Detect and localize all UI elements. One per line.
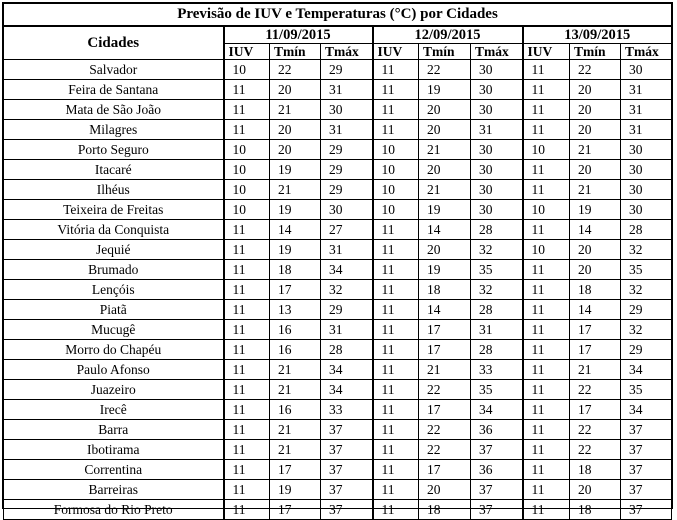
table-row (4, 160, 672, 180)
iuv-cell: 10 (523, 140, 570, 160)
tmin-cell: 17 (270, 460, 321, 480)
tmax-cell: 35 (471, 380, 523, 400)
iuv-cell: 11 (224, 340, 270, 360)
tmax-cell: 30 (471, 200, 523, 220)
subheader-tmin: Tmín (419, 44, 471, 60)
iuv-cell: 11 (523, 180, 570, 200)
iuv-cell: 11 (373, 460, 419, 480)
iuv-cell: 11 (373, 100, 419, 120)
iuv-cell: 11 (224, 320, 270, 340)
tmin-cell: 19 (270, 240, 321, 260)
tmin-cell: 18 (419, 500, 471, 520)
iuv-cell: 11 (224, 220, 270, 240)
tmax-cell: 37 (321, 440, 373, 460)
tmin-cell: 20 (570, 240, 621, 260)
city-name-cell: Juazeiro (4, 380, 224, 400)
iuv-cell: 11 (523, 480, 570, 500)
tmin-cell: 14 (419, 220, 471, 240)
tmax-cell: 34 (621, 400, 672, 420)
iuv-cell: 11 (373, 380, 419, 400)
iuv-cell: 11 (523, 160, 570, 180)
iuv-cell: 11 (224, 280, 270, 300)
city-name-cell: Brumado (4, 260, 224, 280)
iuv-cell: 11 (373, 320, 419, 340)
iuv-cell: 10 (373, 160, 419, 180)
tmin-cell: 17 (570, 340, 621, 360)
tmax-cell: 32 (471, 280, 523, 300)
table-row (4, 260, 672, 280)
tmin-cell: 18 (570, 460, 621, 480)
date-header-row (4, 26, 672, 44)
tmax-cell: 37 (321, 480, 373, 500)
tmin-cell: 20 (270, 140, 321, 160)
tmax-cell: 33 (471, 360, 523, 380)
iuv-cell: 10 (224, 140, 270, 160)
tmin-cell: 20 (570, 160, 621, 180)
table-row (4, 460, 672, 480)
tmin-cell: 17 (570, 320, 621, 340)
tmin-cell: 22 (570, 440, 621, 460)
tmin-cell: 21 (270, 180, 321, 200)
tmax-cell: 30 (471, 80, 523, 100)
tmax-cell: 28 (621, 220, 672, 240)
table-row (4, 180, 672, 200)
tmax-cell: 37 (471, 500, 523, 520)
iuv-cell: 11 (373, 240, 419, 260)
tmin-cell: 20 (570, 120, 621, 140)
tmin-cell: 19 (270, 160, 321, 180)
tmax-cell: 30 (471, 140, 523, 160)
tmin-cell: 22 (419, 60, 471, 80)
tmin-cell: 18 (570, 280, 621, 300)
tmin-cell: 17 (570, 400, 621, 420)
tmax-cell: 31 (321, 320, 373, 340)
city-name-cell: Paulo Afonso (4, 360, 224, 380)
iuv-cell: 11 (373, 360, 419, 380)
table-row (4, 280, 672, 300)
tmax-cell: 31 (471, 320, 523, 340)
tmin-cell: 17 (270, 500, 321, 520)
tmin-cell: 20 (419, 240, 471, 260)
table-row (4, 220, 672, 240)
tmin-cell: 19 (419, 200, 471, 220)
tmax-cell: 37 (621, 500, 672, 520)
tmax-cell: 29 (321, 180, 373, 200)
subheader-tmin: Tmín (270, 44, 321, 60)
iuv-cell: 11 (523, 380, 570, 400)
iuv-cell: 11 (373, 300, 419, 320)
tmin-cell: 13 (270, 300, 321, 320)
iuv-cell: 11 (523, 60, 570, 80)
tmin-cell: 17 (270, 280, 321, 300)
tmin-cell: 22 (419, 380, 471, 400)
iuv-cell: 10 (224, 60, 270, 80)
iuv-cell: 11 (373, 80, 419, 100)
city-name-cell: Feira de Santana (4, 80, 224, 100)
tmin-cell: 14 (570, 300, 621, 320)
iuv-cell: 11 (373, 340, 419, 360)
tmax-cell: 37 (471, 440, 523, 460)
iuv-cell: 11 (523, 440, 570, 460)
tmin-cell: 19 (270, 200, 321, 220)
iuv-cell: 11 (373, 440, 419, 460)
tmax-cell: 36 (471, 420, 523, 440)
tmin-cell: 21 (270, 420, 321, 440)
iuv-cell: 11 (224, 420, 270, 440)
iuv-cell: 11 (523, 300, 570, 320)
tmax-cell: 30 (471, 100, 523, 120)
iuv-cell: 11 (224, 100, 270, 120)
table-row (4, 140, 672, 160)
tmax-cell: 31 (321, 80, 373, 100)
table-title: Previsão de IUV e Temperaturas (°C) por Cidades (4, 4, 672, 27)
tmax-cell: 37 (621, 440, 672, 460)
tmax-cell: 30 (471, 160, 523, 180)
iuv-cell: 11 (523, 80, 570, 100)
iuv-cell: 11 (373, 260, 419, 280)
subheader-tmax: Tmáx (471, 44, 523, 60)
tmin-cell: 20 (419, 120, 471, 140)
tmax-cell: 37 (621, 420, 672, 440)
tmax-cell: 29 (321, 140, 373, 160)
iuv-cell: 11 (224, 360, 270, 380)
iuv-cell: 10 (224, 160, 270, 180)
tmax-cell: 30 (471, 180, 523, 200)
iuv-cell: 11 (224, 80, 270, 100)
subheader-iuv: IUV (523, 44, 570, 60)
tmax-cell: 28 (471, 340, 523, 360)
city-name-cell: Mucugê (4, 320, 224, 340)
tmin-cell: 16 (270, 400, 321, 420)
cities-column-header: Cidades (4, 26, 224, 60)
tmin-cell: 20 (419, 480, 471, 500)
tmin-cell: 21 (570, 140, 621, 160)
tmax-cell: 30 (621, 160, 672, 180)
tmax-cell: 31 (621, 120, 672, 140)
iuv-cell: 11 (373, 480, 419, 500)
forecast-sheet (2, 2, 673, 517)
tmin-cell: 22 (570, 60, 621, 80)
date-header-day-3: 13/09/2015 (523, 26, 672, 44)
tmax-cell: 37 (471, 480, 523, 500)
tmin-cell: 18 (419, 280, 471, 300)
subheader-iuv: IUV (373, 44, 419, 60)
iuv-cell: 11 (373, 60, 419, 80)
iuv-cell: 11 (523, 340, 570, 360)
iuv-cell: 11 (224, 460, 270, 480)
tmax-cell: 29 (321, 60, 373, 80)
tmax-cell: 37 (621, 460, 672, 480)
iuv-cell: 10 (523, 200, 570, 220)
tmin-cell: 20 (270, 120, 321, 140)
date-header-day-1: 11/09/2015 (224, 26, 373, 44)
iuv-cell: 11 (224, 500, 270, 520)
tmin-cell: 21 (270, 440, 321, 460)
table-row (4, 440, 672, 460)
city-name-cell: Milagres (4, 120, 224, 140)
tmin-cell: 14 (270, 220, 321, 240)
tmax-cell: 33 (321, 400, 373, 420)
tmax-cell: 34 (471, 400, 523, 420)
iuv-cell: 11 (523, 220, 570, 240)
tmin-cell: 20 (419, 100, 471, 120)
iuv-cell: 11 (523, 320, 570, 340)
city-name-cell: Barra (4, 420, 224, 440)
tmin-cell: 21 (419, 180, 471, 200)
tmax-cell: 27 (321, 220, 373, 240)
iuv-cell: 11 (373, 500, 419, 520)
tmin-cell: 18 (270, 260, 321, 280)
table-row (4, 400, 672, 420)
table-row (4, 120, 672, 140)
table-row (4, 500, 672, 520)
iuv-cell: 10 (373, 180, 419, 200)
tmin-cell: 17 (419, 340, 471, 360)
iuv-cell: 11 (224, 120, 270, 140)
tmax-cell: 37 (321, 460, 373, 480)
city-name-cell: Vitória da Conquista (4, 220, 224, 240)
tmin-cell: 20 (570, 80, 621, 100)
tmax-cell: 32 (621, 240, 672, 260)
tmax-cell: 30 (621, 200, 672, 220)
city-name-cell: Lençóis (4, 280, 224, 300)
city-name-cell: Salvador (4, 60, 224, 80)
tmax-cell: 35 (621, 260, 672, 280)
iuv-cell: 11 (523, 360, 570, 380)
tmin-cell: 16 (270, 340, 321, 360)
table-row (4, 240, 672, 260)
table-row (4, 80, 672, 100)
iuv-cell: 10 (224, 200, 270, 220)
subheader-tmin: Tmín (570, 44, 621, 60)
table-row (4, 100, 672, 120)
tmin-cell: 21 (419, 140, 471, 160)
forecast-table (3, 3, 672, 520)
tmax-cell: 29 (621, 340, 672, 360)
iuv-cell: 11 (523, 460, 570, 480)
city-name-cell: Teixeira de Freitas (4, 200, 224, 220)
city-name-cell: Itacaré (4, 160, 224, 180)
city-name-cell: Correntina (4, 460, 224, 480)
iuv-cell: 11 (523, 420, 570, 440)
tmin-cell: 20 (270, 80, 321, 100)
tmin-cell: 22 (419, 440, 471, 460)
tmin-cell: 21 (270, 100, 321, 120)
tmin-cell: 22 (570, 380, 621, 400)
tmax-cell: 32 (621, 280, 672, 300)
tmax-cell: 28 (321, 340, 373, 360)
iuv-cell: 11 (523, 120, 570, 140)
city-name-cell: Ilhéus (4, 180, 224, 200)
subheader-tmax: Tmáx (321, 44, 373, 60)
table-row (4, 60, 672, 80)
table-row (4, 320, 672, 340)
tmin-cell: 22 (570, 420, 621, 440)
iuv-cell: 10 (224, 180, 270, 200)
tmin-cell: 22 (270, 60, 321, 80)
tmin-cell: 19 (270, 480, 321, 500)
table-row (4, 420, 672, 440)
iuv-cell: 11 (373, 120, 419, 140)
city-name-cell: Piatã (4, 300, 224, 320)
table-row (4, 200, 672, 220)
tmax-cell: 30 (321, 100, 373, 120)
tmax-cell: 32 (621, 320, 672, 340)
iuv-cell: 11 (224, 240, 270, 260)
table-row (4, 360, 672, 380)
tmax-cell: 30 (621, 180, 672, 200)
city-name-cell: Porto Seguro (4, 140, 224, 160)
tmax-cell: 31 (321, 240, 373, 260)
iuv-cell: 11 (523, 260, 570, 280)
iuv-cell: 10 (523, 240, 570, 260)
iuv-cell: 11 (523, 280, 570, 300)
tmax-cell: 29 (321, 160, 373, 180)
city-name-cell: Barreiras (4, 480, 224, 500)
tmax-cell: 28 (471, 300, 523, 320)
tmin-cell: 19 (570, 200, 621, 220)
tmax-cell: 30 (321, 200, 373, 220)
iuv-cell: 11 (224, 480, 270, 500)
date-header-day-2: 12/09/2015 (373, 26, 523, 44)
tmax-cell: 29 (621, 300, 672, 320)
subheader-iuv: IUV (224, 44, 270, 60)
tmax-cell: 32 (321, 280, 373, 300)
iuv-cell: 11 (224, 380, 270, 400)
city-name-cell: Mata de São João (4, 100, 224, 120)
tmax-cell: 28 (471, 220, 523, 240)
table-row (4, 300, 672, 320)
iuv-cell: 11 (224, 440, 270, 460)
tmin-cell: 22 (419, 420, 471, 440)
tmin-cell: 21 (570, 180, 621, 200)
iuv-cell: 11 (224, 260, 270, 280)
city-name-cell: Ibotirama (4, 440, 224, 460)
table-body (4, 60, 672, 520)
tmin-cell: 20 (570, 100, 621, 120)
tmin-cell: 17 (419, 320, 471, 340)
table-row (4, 340, 672, 360)
tmin-cell: 20 (570, 480, 621, 500)
iuv-cell: 11 (523, 400, 570, 420)
city-name-cell: Formosa do Rio Preto (4, 500, 224, 520)
tmax-cell: 37 (621, 480, 672, 500)
tmax-cell: 30 (471, 60, 523, 80)
tmax-cell: 31 (471, 120, 523, 140)
tmax-cell: 36 (471, 460, 523, 480)
city-name-cell: Jequié (4, 240, 224, 260)
tmin-cell: 17 (419, 400, 471, 420)
tmin-cell: 14 (419, 300, 471, 320)
iuv-cell: 11 (373, 280, 419, 300)
tmin-cell: 17 (419, 460, 471, 480)
tmax-cell: 32 (471, 240, 523, 260)
iuv-cell: 11 (523, 100, 570, 120)
iuv-cell: 11 (373, 220, 419, 240)
city-name-cell: Morro do Chapéu (4, 340, 224, 360)
tmin-cell: 21 (270, 380, 321, 400)
iuv-cell: 11 (523, 500, 570, 520)
tmin-cell: 16 (270, 320, 321, 340)
city-name-cell: Irecê (4, 400, 224, 420)
tmax-cell: 37 (321, 500, 373, 520)
tmin-cell: 21 (570, 360, 621, 380)
tmax-cell: 31 (621, 100, 672, 120)
tmin-cell: 18 (570, 500, 621, 520)
tmin-cell: 20 (570, 260, 621, 280)
iuv-cell: 10 (373, 140, 419, 160)
tmax-cell: 34 (321, 360, 373, 380)
iuv-cell: 10 (373, 200, 419, 220)
tmin-cell: 21 (270, 360, 321, 380)
tmin-cell: 14 (570, 220, 621, 240)
iuv-cell: 11 (373, 400, 419, 420)
tmax-cell: 29 (321, 300, 373, 320)
tmax-cell: 34 (321, 380, 373, 400)
subheader-tmax: Tmáx (621, 44, 672, 60)
table-row (4, 380, 672, 400)
tmax-cell: 34 (321, 260, 373, 280)
tmax-cell: 31 (621, 80, 672, 100)
iuv-cell: 11 (224, 400, 270, 420)
tmax-cell: 30 (621, 60, 672, 80)
tmax-cell: 35 (471, 260, 523, 280)
tmin-cell: 21 (419, 360, 471, 380)
table-row (4, 480, 672, 500)
tmin-cell: 19 (419, 260, 471, 280)
iuv-cell: 11 (224, 300, 270, 320)
iuv-cell: 11 (373, 420, 419, 440)
tmax-cell: 31 (321, 120, 373, 140)
tmin-cell: 20 (419, 160, 471, 180)
tmax-cell: 34 (621, 360, 672, 380)
title-row (4, 4, 672, 27)
tmax-cell: 30 (621, 140, 672, 160)
tmin-cell: 19 (419, 80, 471, 100)
tmax-cell: 37 (321, 420, 373, 440)
tmax-cell: 35 (621, 380, 672, 400)
